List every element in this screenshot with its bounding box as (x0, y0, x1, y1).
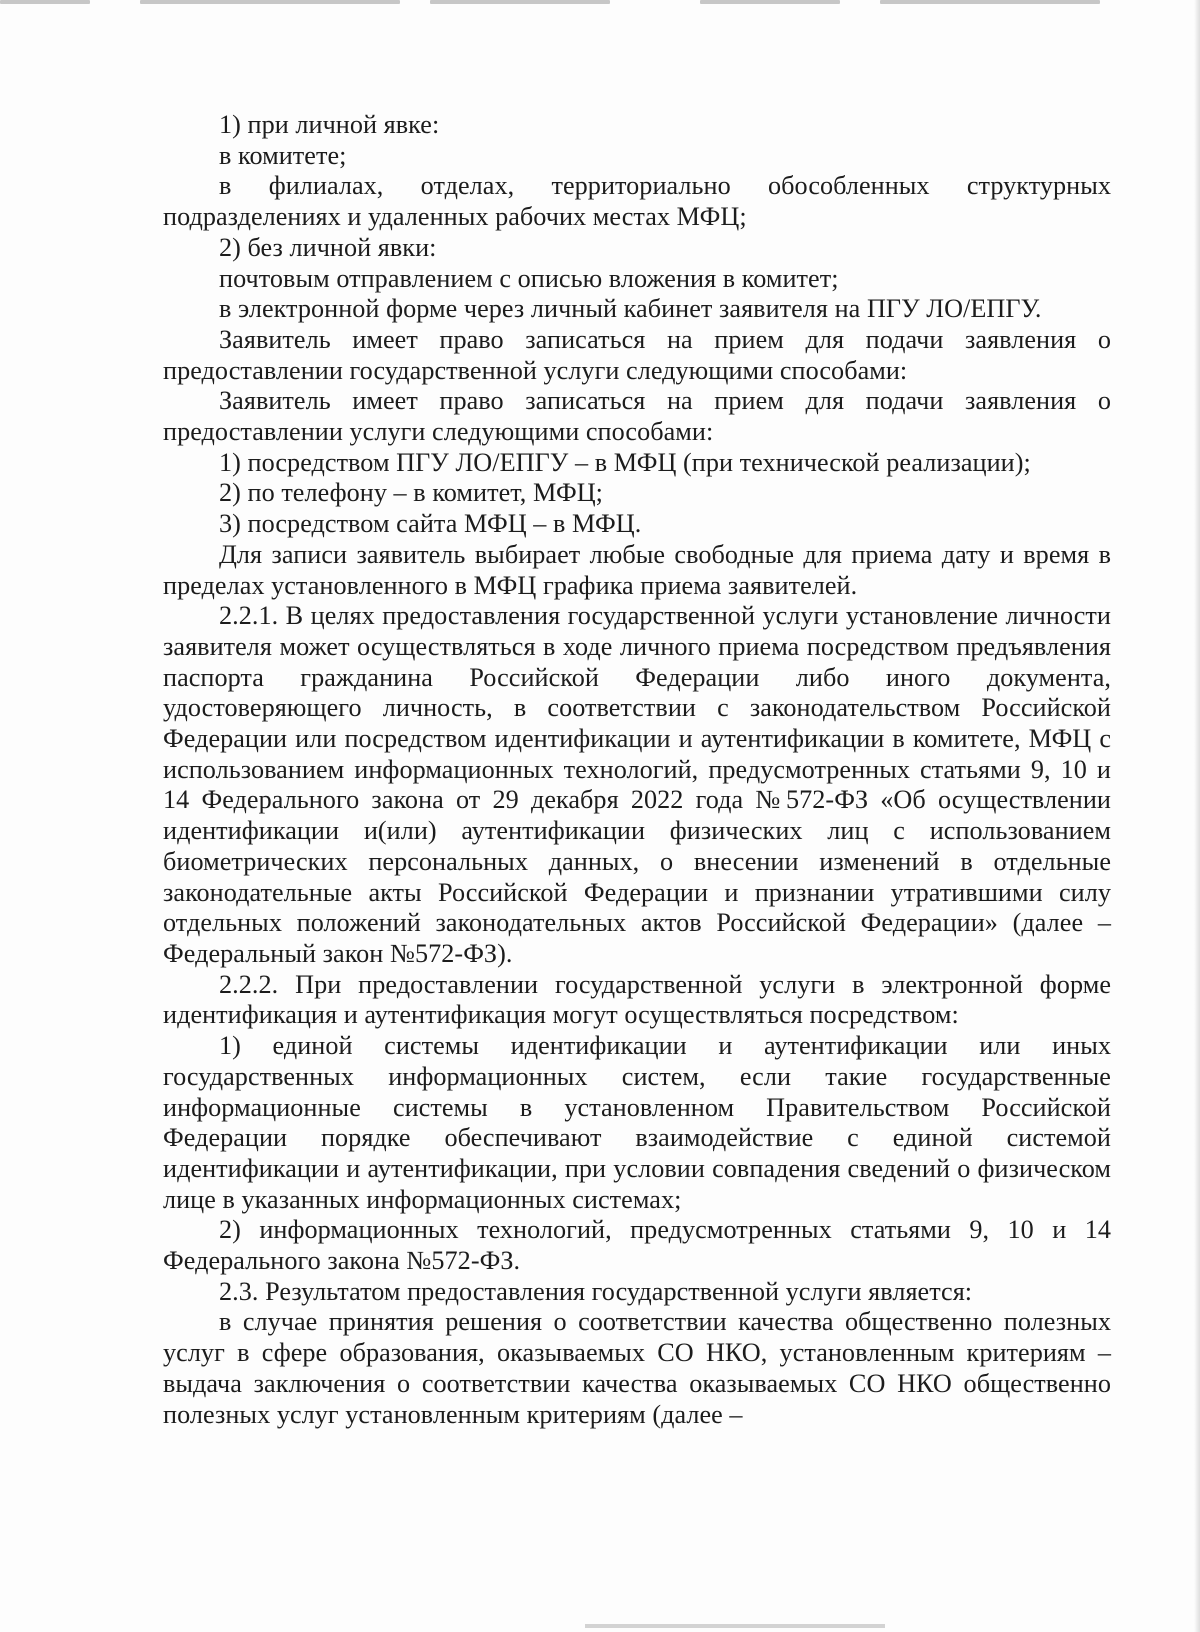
paragraph: почтовым отправлением с описью вложения в комитет; (219, 263, 839, 293)
paragraph: 2) по телефону – в комитет, МФЦ; (219, 478, 603, 508)
paragraph: в электронной форме через личный кабинет заявителя на ПГУ ЛО/ЕПГУ. (219, 294, 1042, 324)
paragraph: 2) без личной явки: (219, 232, 437, 262)
paragraph: Заявитель имеет право записаться на прием для подачи заявления о предоставлении услуги следующими способами: (163, 386, 1111, 447)
scan-right-edge (1194, 0, 1200, 1632)
scan-top-edge (0, 0, 1200, 10)
paragraph: Заявитель имеет право записаться на прием для подачи заявления о предоставлении государственной услуги следующими способами: (163, 324, 1111, 385)
paragraph: Для записи заявитель выбирает любые свободные для приема дату и время в пределах установленного в МФЦ графика приема заявителей. (163, 539, 1111, 600)
paragraph: 2) информационных технологий, предусмотренных статьями 9, 10 и 14 Федерального закона №572-ФЗ. (163, 1215, 1111, 1276)
paragraph: 2.2.2. При предоставлении государственной услуги в электронной форме идентификация и аутентификация могут осуществляться посредством: (163, 969, 1111, 1030)
paragraph: 1) посредством ПГУ ЛО/ЕПГУ – в МФЦ (при технической реализации); (219, 447, 1031, 477)
paragraph: 2.3. Результатом предоставления государственной услуги является: (219, 1276, 973, 1306)
paragraph: 1) единой системы идентификации и аутентификации или иных государственных информационных систем, если такие государственные информационные системы в установленном Правительством Российской Федерации порядке обеспечивают взаимодействие с единой системой идентификации и аутентификации, при условии совпадения сведений о физическом лице в указанных информационных системах; (163, 1031, 1111, 1214)
document-body (163, 110, 1111, 1430)
scan-bottom-edge (585, 1624, 885, 1628)
paragraph: 3) посредством сайта МФЦ – в МФЦ. (219, 509, 642, 539)
paragraph: в филиалах, отделах, территориально обособленных структурных подразделениях и удаленных рабочих местах МФЦ; (163, 171, 1111, 232)
paragraph: 1) при личной явке: (219, 110, 440, 139)
paragraph: в комитете; (219, 140, 347, 170)
paragraph: в случае принятия решения о соответствии качества общественно полезных услуг в сфере образования, оказываемых СО НКО, установленным критериям – выдача заключения о соответствии качества оказываемых СО НКО общественно полезных услуг установленным критериям (далее – (163, 1307, 1111, 1429)
paragraph: 2.2.1. В целях предоставления государственной услуги установление личности заявителя может осуществляться в ходе личного приема посредством предъявления паспорта гражданина Российской Федерации либо иного документа, удостоверяющего личность, в соответствии с законодательством Российской Федерации или посредством идентификации и аутентификации в комитете, МФЦ с использованием информационных технологий, предусмотренных статьями 9, 10 и 14 Федерального закона от 29 декабря 2022 года №572-ФЗ «Об осуществлении идентификации и(или) аутентификации физических лиц с использованием биометрических персональных данных, о внесении изменений в отдельные законодательные акты Российской Федерации и признании утратившими силу отдельных положений законодательных актов Российской Федерации» (далее – Федеральный закон №572-ФЗ). (163, 601, 1111, 968)
